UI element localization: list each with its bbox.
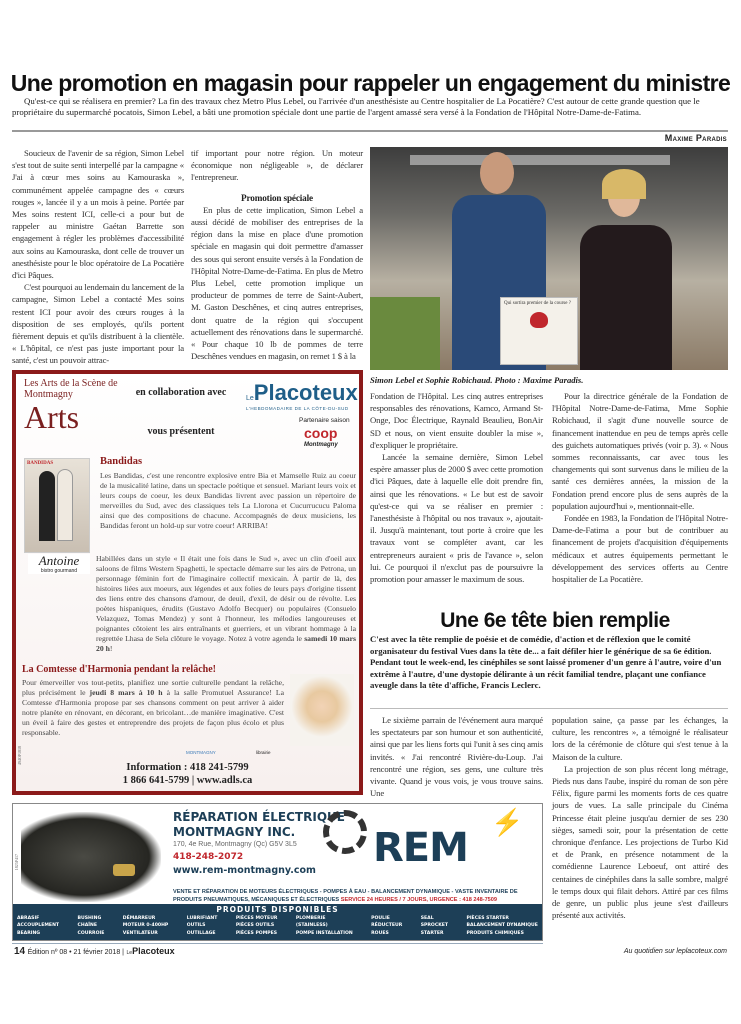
product-item: BEARING bbox=[17, 930, 41, 936]
text: à la salle Promutuel Assurance! La Comtesse d'Harmonia propose par ses chansons comment on peut arriver à aider notre planète en rénovant, en décorant, en bricolant…de manière imaginative. C'est un éveil à faire des gestes et entreprendre des projets de façon plus écolo et plus responsable. bbox=[22, 688, 284, 737]
product-column bbox=[78, 915, 105, 937]
info-website[interactable]: 1 866 641-5799 | www.adls.ca bbox=[122, 775, 253, 786]
product-item: PIÈCES MOTEUR bbox=[235, 916, 278, 921]
motor-shaft bbox=[113, 864, 135, 876]
article2-headline bbox=[380, 610, 730, 632]
antoine-logo bbox=[28, 554, 90, 574]
montmagny-logo: MONTMAGNY bbox=[186, 750, 216, 755]
product-item: CHAÎNE bbox=[77, 923, 97, 929]
page-footer bbox=[14, 946, 175, 957]
gear-icon bbox=[323, 810, 367, 854]
rem-ad bbox=[12, 803, 543, 941]
company-address: 170, 4e Rue, Montmagny (Qc) G5V 3L5 bbox=[173, 841, 297, 848]
footer-divider bbox=[12, 943, 543, 944]
logo-le: Le bbox=[246, 395, 254, 402]
paragraph: Le sixième parrain de l'événement aura marqué les spectateurs par son humour et son authenticité, ainsi que par les liens forts qui l'unit à ses cinq amis invités. « J'ai rencontré Rivière-du-Loup. J'ai rencontré une région, ses gens, une culture très vivante. Quand je vous vois, je vous trouve sains. Une bbox=[370, 715, 543, 799]
company-name bbox=[173, 810, 345, 840]
product-item: POULIE bbox=[371, 916, 390, 921]
logo-sub: L'HEBDOMADAIRE DE LA CÔTE-DU-SUD bbox=[246, 406, 349, 411]
product-column bbox=[466, 915, 537, 937]
paragraph: Soucieux de l'avenir de sa région, Simon Lebel s'est tout de suite senti interpellé par la campagne « J'ai à cœur mes soins au Kamouraska », communément appelée campagne des « cœurs rouges », lancée il y a un mois à peine. Portée par Mes soins restent ICI, celle-ci a pour but de rappeler au ministre Gaétan Barrette son engagement à régler les problèmes d'accessibilité aux soins au Kamouraska, dont celle de trouver un anesthésiste pour le bloc opératoire de La Pocatière d'ici Pâques. bbox=[12, 148, 184, 281]
paragraph: Pour la directrice générale de la Fondation de l'Hôpital Notre-Dame-de-Fatima, Mme Sophie Robichaud, il s'agit d'une nouvelle source de financement inattendue en peu de temps après celle des guichets automatiques privés (voir p. 3). « Nous sommes reconnaissants, car avec tous les changements qui sont survenus dans le milieu de la santé ces dernières années, la mission de la Fondation prend encore plus de sens auprès de la population aujourd'hui », mentionnait-elle. bbox=[552, 391, 728, 511]
photo-caption: Simon Lebel et Sophie Robichaud. Photo : Maxime Paradis. bbox=[370, 375, 584, 385]
product-column bbox=[17, 915, 59, 937]
paragraph: tif important pour notre région. Un moteur économique non négligeable », de déclarer l'entrepreneur. bbox=[191, 148, 363, 183]
tagline-line: VENTE ET RÉPARATION DE MOTEURS ÉLECTRIQUES - POMPES À EAU - BALANCEMENT DYNAMIQUE - VASTE INVENTAIRE DE bbox=[173, 889, 518, 895]
product-item: POMPE INSTALLATION bbox=[295, 930, 353, 936]
article-column-3 bbox=[370, 390, 543, 585]
sponsor-sub: bistro gourmand bbox=[40, 568, 78, 574]
edition-info: Édition nº 08 • 21 février 2018 | bbox=[27, 949, 124, 956]
product-item: (STAINLESS) bbox=[295, 923, 328, 929]
product-item: PRODUITS CHIMIQUES bbox=[466, 930, 524, 936]
product-item: PLOMBERIE bbox=[295, 916, 326, 921]
info-block bbox=[16, 761, 359, 787]
product-item: STARTER bbox=[420, 930, 444, 936]
tagline-line: PRODUITS PNEUMATIQUES, MÉCANIQUES ET ÉLECTRIQUES bbox=[173, 897, 340, 903]
article-column-2 bbox=[191, 147, 363, 362]
sign-text: Qui sortira premier de la course ? bbox=[504, 301, 571, 306]
text: Pour émerveiller vos tout-petits, planifiez une sortie culturelle pendant la relâche, plus précisément le bbox=[22, 678, 284, 697]
product-column bbox=[187, 915, 218, 937]
footer-website[interactable]: Au quotidien sur leplacoteux.com bbox=[623, 948, 727, 955]
arts-scene-ad bbox=[12, 370, 363, 795]
bandidas-poster bbox=[24, 458, 90, 553]
promo-sign bbox=[500, 297, 578, 365]
ad-code: 494OP1818 bbox=[17, 746, 22, 766]
woman-dress bbox=[580, 225, 672, 370]
bandidas-text: Les Bandidas, c'est une rencontre explosive entre Bia et Mamselle Ruiz au coeur de la musicalité latine, dans un spectacle poétique et sensuel. Mariant leurs voix et leurs coups de coeur, les deux Bandidas livrent avec passion un répertoire de merveilles du Sud, avec des classiques tels La Llorona et Cucurrucucu Paloma ainsi que des compositions de chacune. Accompagnés de deux musiciens, les Bandidas feront un hold-up sur votre coeur! ARRIBA! bbox=[100, 471, 356, 530]
headline-text: Une 6e tête bien remplie bbox=[440, 609, 670, 632]
product-column bbox=[421, 915, 448, 937]
product-item: DÉMARREUR bbox=[122, 916, 156, 921]
product-item: SPROCKET bbox=[420, 923, 449, 929]
ad-code: 1825P417 bbox=[14, 854, 19, 871]
paragraph: Lancée la semaine dernière, Simon Lebel espère amasser plus de 2000 $ avec cette promotion d'ici Pâques, date à laquelle elle doit prendre fin, ainsi que les rénovations. « Le but est de savoir qu'est-ce qui va se réaliser en premier : l'anesthésiste à l'hôpital ou nos travaux », ajoutait-il. Jusqu'à maintenant, tout porte à croire que les travaux vont se compléter avant, car les entrepreneurs auraient « pris de l'avance », selon lui. Ce pourquoi il n'exclut pas de poursuivre la promotion pour amasser le maximum de sous. bbox=[370, 452, 543, 585]
byline: Maxime Paradis bbox=[664, 133, 727, 143]
service-hours: SERVICE 24 HEURES / 7 JOURS, URGENCE : 418 248-7509 bbox=[340, 897, 498, 903]
placoteux-logo bbox=[246, 380, 358, 411]
product-column bbox=[236, 915, 278, 937]
product-item: SEAL bbox=[420, 916, 434, 921]
sponsor-name: Antoine bbox=[38, 553, 80, 568]
article2-column-1 bbox=[370, 714, 543, 799]
performer-2 bbox=[57, 469, 73, 541]
product-item: ABRASIF bbox=[17, 916, 40, 921]
article2-column-2 bbox=[552, 714, 728, 921]
product-item: PIÈCES OUTILS bbox=[235, 923, 275, 929]
produce-display bbox=[370, 297, 440, 370]
performer-1 bbox=[39, 471, 55, 541]
heart-icon bbox=[530, 312, 548, 328]
comtesse-text bbox=[22, 678, 284, 738]
ceiling-light bbox=[410, 155, 670, 165]
paragraph: Fondée en 1983, la Fondation de l'Hôpital Notre-Dame-de-Fatima a pour but de contribuer au financement de projets d'acquisition d'équipements médicaux et autres équipements permettant le développement des services offerts au Centre hospitalier de La Pocatière. bbox=[552, 513, 728, 585]
paragraph: C'est pourquoi au lendemain du lancement de la campagne, Simon Lebel a contacté Mes soins restent ICI pour avoir des cœurs rouges à la disposition de ses employés, qu'ils portent fièrement depuis et qu'ils distribuent à la clientèle. « L'hôpital, ce n'est pas juste important pour la santé, c'est un pouvoir attrac- bbox=[12, 282, 184, 366]
logo-name: Placoteux bbox=[253, 380, 358, 405]
date: samedi 10 mars 20 h bbox=[96, 634, 357, 653]
product-item: OUTILLAGE bbox=[186, 930, 216, 936]
article-column-4 bbox=[552, 390, 728, 585]
arts-scene-logo bbox=[24, 378, 122, 434]
product-item: BALANCEMENT DYNAMIQUE bbox=[466, 923, 538, 929]
coop-logo bbox=[304, 427, 338, 451]
product-item: PIÈCES POMPES bbox=[235, 930, 278, 936]
article-photo bbox=[370, 147, 728, 370]
comtesse-heading: La Comtesse d'Harmonia pendant la relâche! bbox=[22, 664, 216, 675]
man-head bbox=[480, 152, 514, 194]
comtesse-photo bbox=[290, 674, 354, 746]
rem-tagline bbox=[173, 888, 518, 904]
text: Habillées dans un style « Il était une fois dans le Sud », avec un clin d'oeil aux saloons de films Western Spaghetti, le spectacle démarre sur les airs de Petrona, un personnage féminin fort de l'imaginaire collectif mexicain. À partir de là, des histoires liées aux moeurs, aux légendes et aux folies de leurs pays d'origine tissent des liens entre des chansons d'amour, de deuil, d'exil, de désir ou de révolte. Les poètes hispaniques, érudits (Gustavo Adolfo Becquer) ou populaires (Consuelo Velazquez, Tomas Mendez) y sont à l'honneur, les mélodies langoureuses et poignantes côtoient les airs entraînants et guerriers, et un vibrant hommage à la regrettée Lhasa de Sela clôture le voyage. Notez à votre agenda le bbox=[96, 554, 356, 643]
divider bbox=[12, 130, 728, 132]
paragraph: Fondation de l'Hôpital. Les cinq autres entreprises responsables des rénovations, Kamco, Armand St-Onge, Doc Électrique, Raynald Beaulieu, BonAir SD et nous, on vient ensuite doubler la mise », d'expliquer le propriétaire. bbox=[370, 391, 543, 450]
article2-deck: C'est avec la tête remplie de poésie et de comédie, d'action et de réflexion que le comité organisateur du festival Vues dans la tête de... a fait défiler hier le générique de sa 6e édition. Pendant tout le week-end, les cinéphiles se sont laissé promener d'un genre à l'autre, voire d'un extrême à l'autre, d'une dystopie délirante à un récit familial tendre, plaçant une confiance aveugle dans la tête d'affiche, Francis Leclerc. bbox=[370, 634, 722, 691]
product-item: RÉDUCTEUR bbox=[371, 923, 403, 929]
products-list bbox=[17, 915, 538, 937]
paragraph: En plus de cette implication, Simon Lebel a aussi décidé de mobiliser des entreprises de la région dans la mise en place d'une promotion spéciale en magasin qui doit permettre d'amasser des sous qui seront ensuite versés à la Fondation de l'Hôpital Notre-Dame-de-Fatima. En plus de Metro Plus Lebel, cette promotion implique un producteur de pommes de terre de Saint-Aubert, M. Gaston Deschênes, et cinq autres entreprises, dont quatre de la région qui s'occupent actuellement des rénovations dans le supermarché. « Pour chaque 10 lb de pommes de terre Deschênes vendues en magasin, on remet 1 $ à la bbox=[191, 204, 363, 362]
lightning-icon: ⚡ bbox=[491, 808, 524, 837]
product-item: OUTILS bbox=[186, 923, 206, 929]
coop-text: coop bbox=[304, 425, 338, 441]
product-item: PIÈCES STARTER bbox=[466, 916, 509, 921]
date: jeudi 8 mars à 10 h bbox=[89, 688, 163, 697]
brand-name: Placoteux bbox=[132, 946, 175, 956]
brand-le: Le bbox=[126, 950, 133, 956]
woman-hair bbox=[602, 169, 646, 199]
logo-mark: Arts bbox=[24, 399, 80, 435]
products-title: PRODUITS DISPONIBLES bbox=[216, 905, 339, 914]
product-item: ACCOUPLEMENT bbox=[17, 923, 60, 929]
product-item: MOTEUR 0-400HP bbox=[122, 923, 169, 929]
company-phone: 418-248-2072 bbox=[173, 852, 244, 862]
collab-text: en collaboration avec bbox=[135, 387, 227, 398]
article-deck: Qu'est-ce qui se réalisera en premier? La fin des travaux chez Metro Plus Lebel, ou l'arrivée d'un anesthésiste au Centre hospitalier de La Pocatière? C'est autour de cette grande question que le propriétaire du supermarché pocatois, Simon Lebel, a bâti une promotion spéciale dont une partie de l'argent amassé sera versé à la Fondation de l'Hôpital Notre-Dame-de-Fatima. bbox=[12, 96, 700, 118]
article-headline: Une promotion en magasin pour rappeler un engagement du ministre bbox=[10, 70, 731, 96]
bandidas-text-2: Habillées dans un style « Il était une fois dans le Sud », avec un clin d'oeil aux saloons de films Western Spaghetti, le spectacle démarre sur les airs de Petrona, un personnage féminin fort de l'imaginaire collectif mexicain. À partir de là, des histoires liées aux moeurs, aux légendes et aux folies de leurs pays d'origine tissent des liens entre des chansons d'amour, de deuil, d'exil, de désir ou de révolte. Les poètes hispaniques, érudits (Gustavo Adolfo Becquer) ou populaires (Consuelo Velazquez, Tomas Mendez) y sont à l'honneur, les mélodies langoureuses et poignantes côtoient les airs entraînants et guerriers, et un vibrant hommage à la regrettée Lhasa de Sela clôture le voyage. Notez à votre agenda le samedi 10 mars 20 h! bbox=[96, 554, 357, 653]
company-website[interactable]: www.rem-montmagny.com bbox=[173, 865, 316, 876]
product-item: VENTILATEUR bbox=[122, 930, 158, 936]
logo-text: Les Arts de la Scène de Montmagny bbox=[24, 378, 118, 400]
paragraph: La projection de son plus récent long métrage, Pieds nus dans l'aube, inspiré du roman de son père Félix, figure parmi les moments forts de ces quatre jours de vues. La salle principale du Cinéma Princesse était pleine jusqu'au dernier de ses 230 sièges, samedi soir, pour la présentation de cette chronique d'enfance. Les projections de Turbo Kid et de Prank, en présence notamment de la comédienne Laurence Leboeuf, ont attiré des centaines de cinéphiles dans la salle sombre, malgré le temps doux qui filait dehors. Attiré par ces films de genre, un public plus jeune s'est d'ailleurs présenté aux activités. bbox=[552, 763, 728, 921]
article-column-1 bbox=[12, 147, 184, 367]
coop-sub: Montmagny bbox=[304, 442, 338, 448]
present-text: vous présentent bbox=[147, 426, 215, 437]
product-item: LUBRIFIANT bbox=[186, 916, 218, 921]
librairie-logo: librairie bbox=[256, 750, 271, 755]
poster-label: BANDIDAS bbox=[27, 461, 54, 466]
info-phone: Information : 418 241-5799 bbox=[126, 762, 249, 773]
product-item: BUSHING bbox=[77, 916, 102, 921]
product-item: COURROIE bbox=[77, 930, 105, 936]
product-item: ROUES bbox=[371, 930, 389, 936]
partner-label: Partenaire saison bbox=[299, 417, 350, 424]
name-line: RÉPARATION ÉLECTRIQUE bbox=[173, 810, 345, 824]
motor-image bbox=[21, 812, 161, 902]
bandidas-heading: Bandidas bbox=[100, 456, 143, 467]
product-column bbox=[371, 915, 402, 937]
paragraph: population saine, ça passe par les échanges, la culture, les rencontres », a témoigné le réalisateur lors de la cérémonie de clôture qui s'est tenue à la Maison de la culture. bbox=[552, 715, 728, 762]
product-column bbox=[296, 915, 353, 937]
product-column bbox=[123, 915, 169, 937]
name-line: MONTMAGNY INC. bbox=[173, 825, 296, 839]
page-number: 14 bbox=[14, 946, 26, 957]
divider bbox=[370, 708, 728, 709]
subheading: Promotion spéciale bbox=[241, 192, 313, 203]
products-bar bbox=[13, 904, 542, 940]
rem-logo: REM bbox=[373, 825, 468, 871]
